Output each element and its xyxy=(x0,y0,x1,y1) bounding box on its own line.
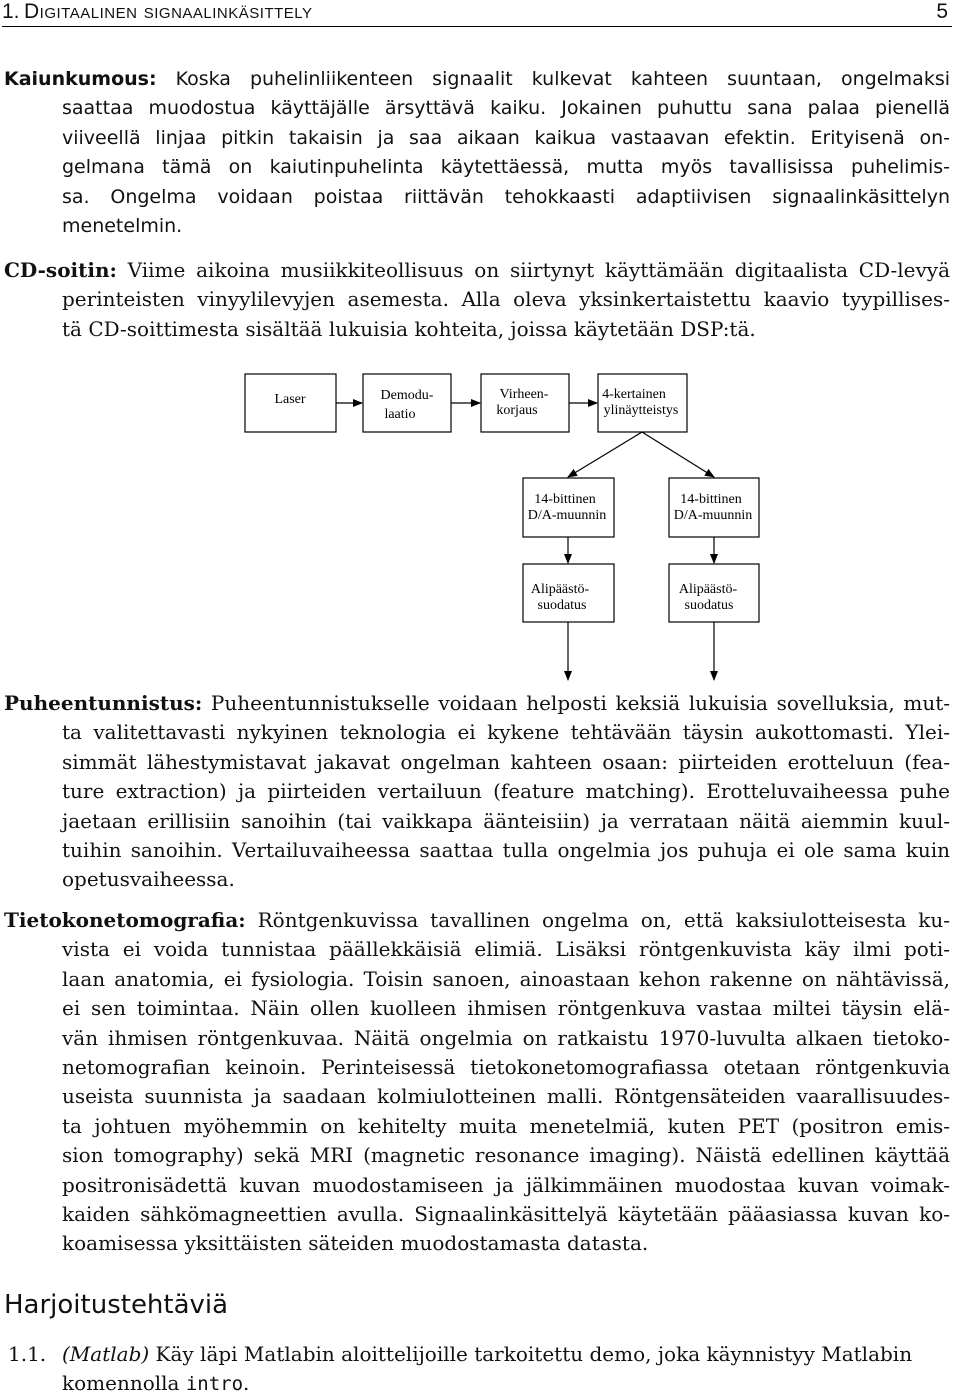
exercise-line: komennolla intro. xyxy=(62,1371,250,1395)
entry-line: opetusvaiheessa. xyxy=(62,867,235,892)
entry-line: ta johtuen myöhemmin on kehitelty muita menetelmiä, kuten PET (positron emis- xyxy=(62,1113,950,1138)
entry-kaiunkumous xyxy=(4,65,950,241)
section-heading: Harjoitustehtäviä xyxy=(4,1290,229,1320)
entry-line: Puheentunnistus: Puheentunnistukselle voidaan helposti keksiä lukuisia sovelluksia, mut- xyxy=(4,691,950,715)
block-demodulation-line2: laatio xyxy=(384,407,416,422)
entry-line: netomografian keinoin. Perinteisessä tietokonetomografiassa otetaan röntgenkuvia xyxy=(62,1055,950,1080)
entry-line: positronisädettä kuvan muodostamiseen ja jälkimmäinen muodostaa kuvan voimak- xyxy=(62,1172,950,1197)
block-da-right-line2: D/A-muunnin xyxy=(673,508,753,523)
entry-line: perinteisten vinyylilevyjen asemesta. Alla oleva yksinkertaistettu kaavio tyypillises- xyxy=(62,287,950,312)
entry-puheentunnistus xyxy=(4,689,950,895)
command-code: intro xyxy=(185,1373,244,1395)
block-demodulation-line1: Demodu- xyxy=(380,388,434,403)
entry-line: vän ihmisen röntgenkuvaa. Näitä ongelmia on ratkaistu 1970-luvulta alkaen tietoko- xyxy=(62,1025,950,1050)
page-number: 5 xyxy=(936,0,948,23)
exercise-tag: (Matlab) xyxy=(62,1342,150,1366)
entry-line: tuihin sanoihin. Vertailuvaiheessa saattaa tulla ongelmia jos puhuja ei ole sama kuin xyxy=(62,838,950,863)
cd-player-block-diagram xyxy=(0,360,960,690)
chapter-number: 1. xyxy=(2,0,20,23)
entry-term: Puheentunnistus: xyxy=(4,691,203,715)
entry-line: ei sen toimintaa. Näin ollen kuolleen ihmisen röntgenkuva vastaa miltei täysin elä- xyxy=(62,996,950,1021)
entry-line: ta valitettavasti nykyinen teknologia ei kykene tehtävään täysin aukottomasti. Ylei- xyxy=(62,720,950,745)
entry-line: jaetaan erillisiin sanoihin (tai vaikkapa äänteisiin) ja verrataan näitä aiemmin kuul- xyxy=(62,808,950,833)
arrow-ylin-da-right xyxy=(642,432,714,477)
entry-term: CD-soitin: xyxy=(4,258,117,282)
exercise-number: 1.1. xyxy=(8,1342,47,1366)
block-lowpass-right-line2: suodatus xyxy=(684,598,734,613)
block-lowpass-left-line2: suodatus xyxy=(537,598,587,613)
entry-line: gelmana tämä on kaiutinpuhelinta käytettäessä, mutta myös tavallisissa puhelimis- xyxy=(62,156,950,179)
exercise-line: (Matlab) Käy läpi Matlabin aloittelijoille tarkoitettu demo, joka käynnistyy Matlabin xyxy=(62,1342,913,1366)
entry-line: menetelmin. xyxy=(62,215,183,238)
block-da-left-line1: 14-bittinen xyxy=(534,492,596,507)
entry-line: Kaiunkumous: Koska puhelinliikenteen signaalit kulkevat kahteen suuntaan, ongelmaksi xyxy=(4,68,951,90)
block-da-left-line2: D/A-muunnin xyxy=(527,508,607,523)
entry-line: tä CD-soittimesta sisältää lukuisia kohteita, joissa käytetään DSP:tä. xyxy=(62,316,756,341)
block-lowpass-right-line1: Alipäästö- xyxy=(678,582,738,597)
entry-line: vista ei voida tunnistaa päällekkäisiä elimiä. Lisäksi röntgenkuvista käy ilmi poti- xyxy=(62,937,950,962)
block-lowpass-left-line1: Alipäästö- xyxy=(530,582,590,597)
entry-term: Tietokonetomografia: xyxy=(4,908,246,932)
entry-line: saattaa muodostua käyttäjälle ärsyttävä kaiku. Jokainen puhuttu sana palaa pienellä xyxy=(62,97,950,120)
entry-line: ture extraction) ja piirteiden vertailuun (feature matching). Erotteluvaiheessa puhe xyxy=(62,779,950,804)
entry-line: sa. Ongelma voidaan poistaa riittävän tehokkaasti adaptiivisen signaalinkäsittelyn xyxy=(62,185,950,208)
entry-line: koamisessa yksittäisten säteiden muodostamasta datasta. xyxy=(62,1231,649,1256)
block-oversampling-line2: ylinäytteistys xyxy=(603,403,679,418)
entry-line: Tietokonetomografia: Röntgenkuvissa tavallinen ongelma on, että kaksiulotteisesta ku- xyxy=(4,908,951,932)
block-oversampling-line1: 4-kertainen xyxy=(602,387,666,402)
entry-line: useista suunnista ja saadaan kolmiulotteinen malli. Röntgensäteiden vaarallisuudes- xyxy=(62,1084,950,1109)
block-laser-label: Laser xyxy=(274,392,306,407)
chapter-title: Digitaalinen signaalinkäsittely xyxy=(24,0,313,23)
entry-cd-soitin xyxy=(4,256,950,344)
arrow-ylin-da-left xyxy=(568,432,642,477)
block-demodulation xyxy=(363,374,451,432)
entry-line: laan anatomia, ei fysiologia. Toisin sanoen, ainoastaan kehon rakenne on nähtävissä, xyxy=(62,966,950,991)
entry-line: kaiden sähkömagneettien avulla. Signaalinkäsittelyä käytetään pääasiassa kuvan ko- xyxy=(62,1202,950,1227)
entry-tietokonetomografia xyxy=(4,906,950,1259)
block-error-correction-line1: Virheen- xyxy=(499,387,549,402)
exercise-item xyxy=(4,1340,950,1399)
entry-term: Kaiunkumous: xyxy=(4,68,157,90)
entry-line: sion tomography) sekä MRI (magnetic resonance imaging). Näistä edellinen käyttää xyxy=(62,1143,950,1168)
entry-line: simmät lähestymistavat jakavat ongelman kahteen osaan: piirteiden erotteluun (fea- xyxy=(62,749,950,774)
block-error-correction-line2: korjaus xyxy=(496,403,538,418)
entry-line: CD-soitin: Viime aikoina musiikkiteollisuus on siirtynyt käyttämään digitaalista CD-levyä xyxy=(4,258,951,282)
entry-line: viiveellä linjaa pitkin takaisin ja saa aikaan kaikua vastaavan efektin. Erityisenä on- xyxy=(62,126,950,149)
running-header xyxy=(2,0,952,27)
block-da-right-line1: 14-bittinen xyxy=(680,492,742,507)
